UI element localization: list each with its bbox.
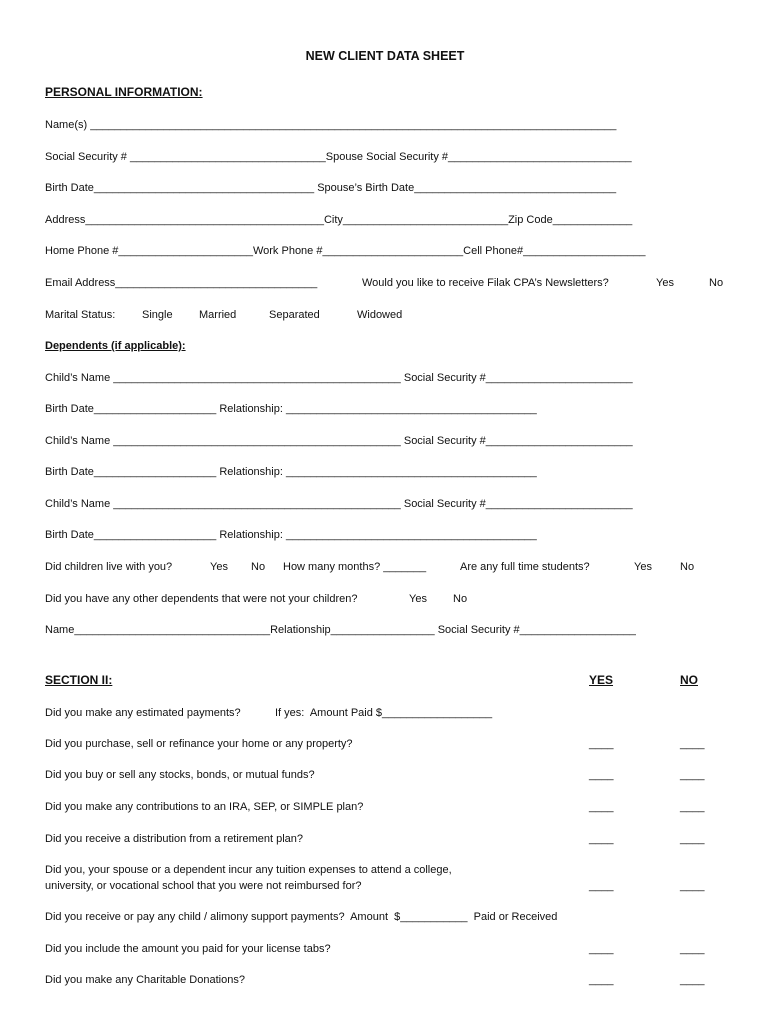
children-live-yes[interactable]: Yes <box>210 561 228 573</box>
retirement-question: Did you receive a distribution from a retirement plan? <box>45 833 304 845</box>
estimated-payments-question: Did you make any estimated payments? <box>45 707 241 719</box>
other-dependents-question: Did you have any other dependents that were not your children? <box>45 593 358 605</box>
tuition-question-line-1: Did you, your spouse or a dependent incur any tuition expenses to attend a college, <box>45 864 452 876</box>
property-no-blank[interactable]: ____ <box>680 738 705 750</box>
ira-question: Did you make any contributions to an IRA, SEP, or SIMPLE plan? <box>45 801 364 813</box>
marital-option-widowed[interactable]: Widowed <box>357 309 403 321</box>
marital-status-label: Marital Status: <box>45 309 116 321</box>
other-dependents-no[interactable]: No <box>453 593 468 605</box>
tuition-yes-blank[interactable]: ____ <box>589 880 614 892</box>
estimated-amount-field[interactable]: If yes: Amount Paid $__________________ <box>275 707 493 719</box>
ssn-field[interactable]: Social Security # ________________________________Spouse Social Security #______________________________ <box>45 151 632 163</box>
children-live-no[interactable]: No <box>251 561 266 573</box>
charity-yes-blank[interactable]: ____ <box>589 974 614 986</box>
property-question: Did you purchase, sell or refinance your home or any property? <box>45 738 353 750</box>
students-yes[interactable]: Yes <box>634 561 652 573</box>
ira-yes-blank[interactable]: ____ <box>589 801 614 813</box>
stocks-no-blank[interactable]: ____ <box>680 769 705 781</box>
stocks-question: Did you buy or sell any stocks, bonds, or mutual funds? <box>45 769 315 781</box>
email-field[interactable]: Email Address_________________________________ <box>45 277 318 289</box>
birth-date-field[interactable]: Birth Date____________________________________ Spouse’s Birth Date_________________________________ <box>45 182 617 194</box>
license-no-blank[interactable]: ____ <box>680 943 705 955</box>
tuition-no-blank[interactable]: ____ <box>680 880 705 892</box>
newsletter-no-option[interactable]: No <box>709 277 724 289</box>
other-dependents-yes[interactable]: Yes <box>409 593 427 605</box>
marital-option-separated[interactable]: Separated <box>269 309 320 321</box>
marital-option-single[interactable]: Single <box>142 309 173 321</box>
names-field[interactable]: Name(s) ______________________________________________________________________________________ <box>45 119 617 131</box>
charity-question: Did you make any Charitable Donations? <box>45 974 245 986</box>
child-2-name-field[interactable]: Child’s Name _______________________________________________ Social Security #________________________ <box>45 435 633 447</box>
children-live-question: Did children live with you? <box>45 561 173 573</box>
retirement-no-blank[interactable]: ____ <box>680 833 705 845</box>
dependents-heading: Dependents (if applicable): <box>45 340 186 352</box>
child-1-birth-field[interactable]: Birth Date____________________ Relationship: _________________________________________ <box>45 403 537 415</box>
other-dependent-field[interactable]: Name________________________________Relationship_________________ Social Security #___________________ <box>45 624 636 636</box>
phone-fields[interactable]: Home Phone #______________________Work Phone #_______________________Cell Phone#____________________ <box>45 245 646 257</box>
no-column-header: NO <box>680 673 698 687</box>
newsletter-yes-option[interactable]: Yes <box>656 277 674 289</box>
yes-column-header: YES <box>589 673 614 687</box>
page-title: NEW CLIENT DATA SHEET <box>305 49 465 63</box>
newsletter-question: Would you like to receive Filak CPA’s Newsletters? <box>362 277 609 289</box>
child-2-birth-field[interactable]: Birth Date____________________ Relationship: _________________________________________ <box>45 466 537 478</box>
tuition-question-line-2: university, or vocational school that you were not reimbursed for? <box>45 880 362 892</box>
stocks-yes-blank[interactable]: ____ <box>589 769 614 781</box>
personal-info-heading: PERSONAL INFORMATION: <box>45 85 203 99</box>
months-field[interactable]: How many months? _______ <box>283 561 427 573</box>
license-tabs-question: Did you include the amount you paid for your license tabs? <box>45 943 331 955</box>
ira-no-blank[interactable]: ____ <box>680 801 705 813</box>
address-field[interactable]: Address_______________________________________City___________________________Zip Code_____________ <box>45 214 633 226</box>
marital-option-married[interactable]: Married <box>199 309 237 321</box>
students-question: Are any full time students? <box>460 561 590 573</box>
section-2-heading: SECTION II: <box>45 673 113 687</box>
child-3-birth-field[interactable]: Birth Date____________________ Relationship: _________________________________________ <box>45 529 537 541</box>
charity-no-blank[interactable]: ____ <box>680 974 705 986</box>
child-3-name-field[interactable]: Child’s Name _______________________________________________ Social Security #________________________ <box>45 498 633 510</box>
students-no[interactable]: No <box>680 561 695 573</box>
retirement-yes-blank[interactable]: ____ <box>589 833 614 845</box>
child-1-name-field[interactable]: Child’s Name _______________________________________________ Social Security #________________________ <box>45 372 633 384</box>
property-yes-blank[interactable]: ____ <box>589 738 614 750</box>
license-yes-blank[interactable]: ____ <box>589 943 614 955</box>
support-payments-question[interactable]: Did you receive or pay any child / alimony support payments? Amount $___________ Paid or Received <box>45 911 558 923</box>
